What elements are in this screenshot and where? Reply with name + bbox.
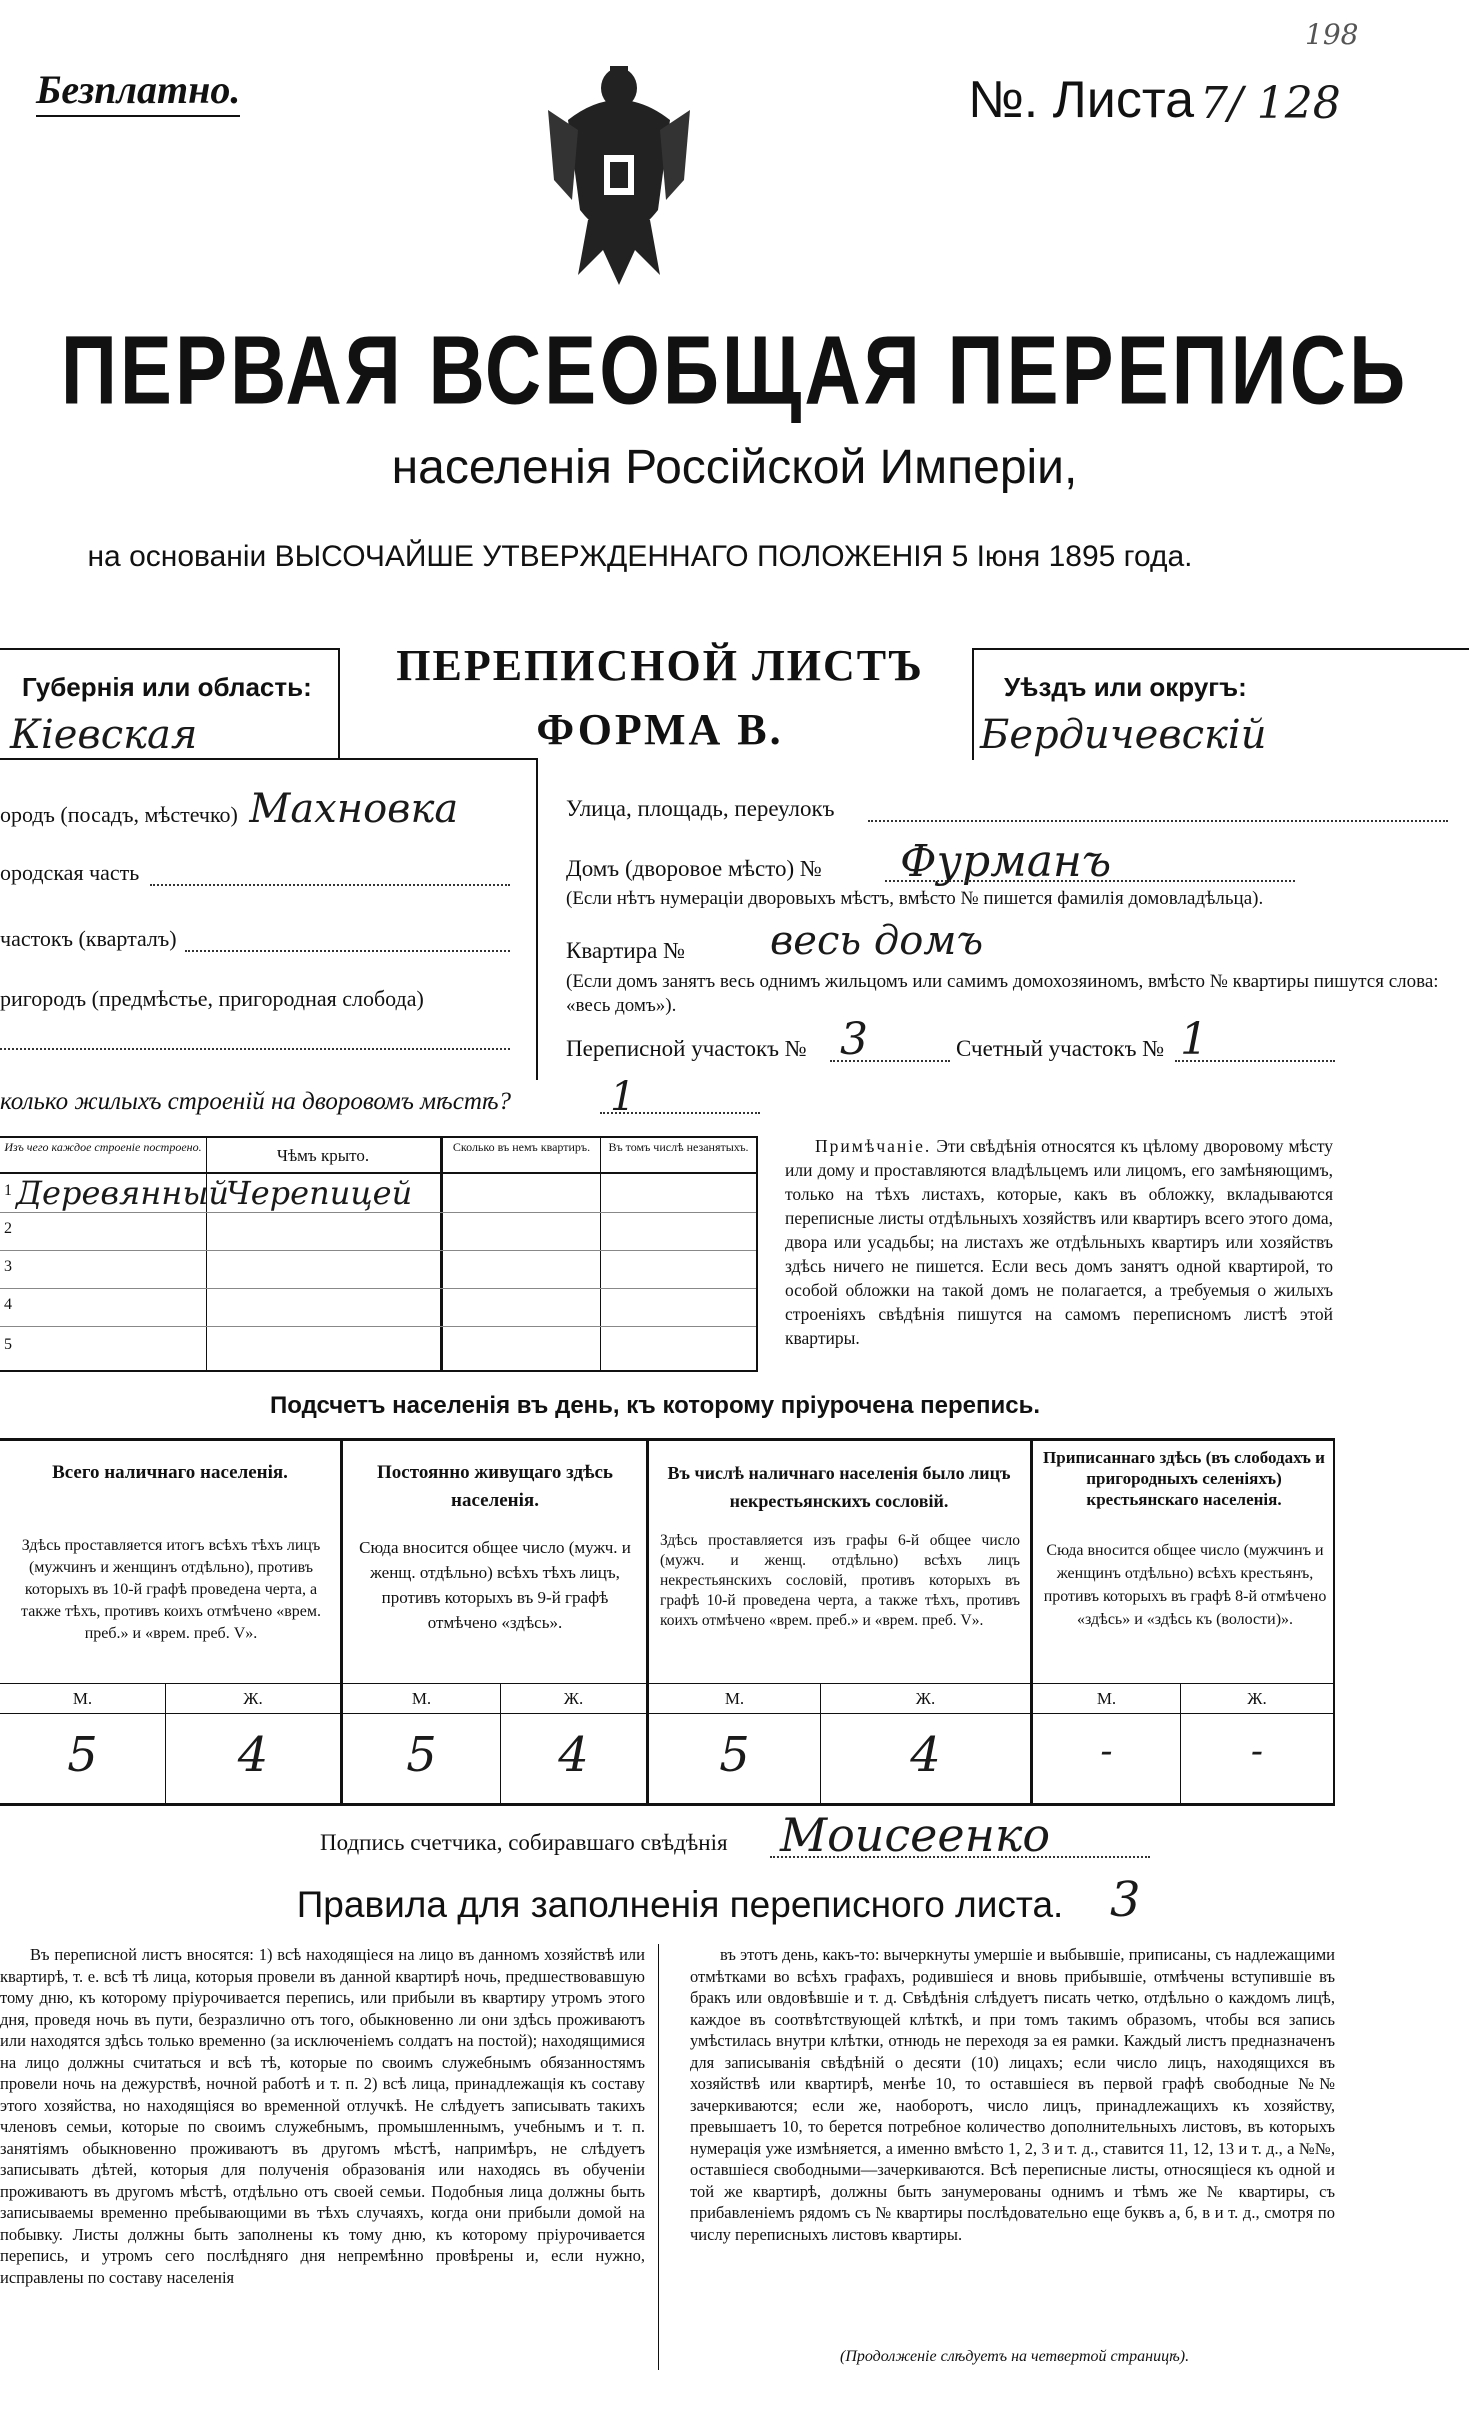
row-material: Деревянный [16,1174,230,1212]
basis-line: на основаніи ВЫСОЧАЙШЕ УТВЕРЖДЕННАГО ПОЛОЖЕНІЯ 5 Іюня 1895 года. [87,540,1193,573]
house-note: (Если нѣтъ нумераціи дворовыхъ мѣстъ, вмѣсто № пишется фамилія домовладѣльца). [566,888,1264,909]
subtitle: населенія Россійской Имперіи, [391,441,1078,494]
tally-head-peasant: Приписаннаго здѣсь (въ слободахъ и пригородныхъ селеніяхъ) крестьянскаго населенія. [1043,1448,1325,1509]
table-row [0,1212,756,1251]
city-field [0,786,520,832]
city-part-label: ородская часть [0,860,140,885]
row-roof: Черепицей [226,1174,413,1212]
house-field [566,856,822,882]
note-block [785,1134,1333,1350]
tally-m-total: 5 [67,1727,98,1783]
rules-title-annotation: 3 [1110,1872,1141,1928]
tally-m-peasant: - [1100,1731,1113,1772]
quarter-label: частокъ (кварталъ) [0,926,177,951]
row-number: 1 [4,1182,12,1199]
tally-title: Подсчетъ населенія въ день, къ которому пріурочена перепись. [270,1392,1040,1419]
table-row [0,1288,756,1327]
table-row [0,1174,756,1213]
tally-f-label-permanent: Ж. [563,1689,584,1708]
tally-desc-non-peasant: Здѣсь проставляется изъ графы 6-й общее число (мужч. и женщ. отдѣльно) всѣхъ лицъ некрестьянскихъ сословій, противъ которыхъ въ графѣ 10-й проведена черта, а также тѣхъ, противъ коихъ отмѣчено «врем. преб.» и «врем. преб. V». [660,1532,1020,1629]
signature-value: Моисеенко [780,1808,1051,1862]
corner-number: 198 [1305,18,1359,51]
city-label: ородъ (посадъ, мѣстечко) [0,802,238,827]
house-value: Фурманъ [900,836,1112,887]
tally-m-permanent: 5 [406,1727,437,1783]
quarter-field [0,926,510,952]
suburb-field [0,986,510,1012]
buildings-question-label: колько жилыхъ строеній на дворовомъ мѣстѣ? [0,1088,512,1115]
tally-f-non-peasant: 4 [910,1727,941,1783]
buildings-header-roof: Чѣмъ крыто. [276,1146,370,1165]
count-area-label: Счетный участокъ № [956,1036,1165,1061]
tally-m-label-total: М. [72,1689,93,1708]
buildings-answer: 1 [610,1074,636,1120]
sheet-number-value: 7/ 128 [1200,78,1341,129]
apartment-note: (Если домъ занятъ весь однимъ жильцомъ или самимъ домохозяиномъ, вмѣсто № квартиры пишутся слова: «весь домъ»). [566,971,1439,1016]
tally-table [0,1438,1335,1806]
row-number: 3 [4,1258,12,1275]
tally-m-label-non-peasant: М. [724,1689,745,1708]
rules-left-column: Въ переписной листъ вносятся: 1) всѣ находящіеся на лицо въ данномъ хозяйствѣ или квартирѣ, т. е. всѣ тѣ лица, которыя провели въ данной квартирѣ ночь, предшествовавшую тому дню, къ которому пріурочивается перепись, или прибыли въ квартиру утромъ этого дня, проведя ночь въ пути, безразлично отъ того, обыкновенно ли они здѣсь проживаютъ или находятся здѣсь только временно (за исключеніемъ солдатъ на постой); находящимися на лицо должны считаться и всѣ тѣ, которые по своимъ служебнымъ обязанностямъ провели ночь на дежурствѣ, ночной работѣ и т. п. 2) всѣ лица, принадлежащія къ составу этого хозяйства, но находящіяся во временной отлучкѣ. Не слѣдуетъ записывать такихъ членовъ семьи, которые по своимъ служебнымъ, промышленнымъ, учебнымъ и т. п. занятіямъ обыкновенно проживаютъ въ другомъ мѣстѣ, напримѣръ, не слѣдуетъ записывать дѣтей, которыя для полученія образованія или находясь въ обученіи проживаютъ въ другомъ мѣстѣ, отдѣльно отъ своей семьи. Подобныя лица должны быть записываемы временно пребывающими въ тѣхъ случаяхъ, когда они прибыли домой на побывку. Листы должны быть заполнены къ тому дню, къ которому пріурочивается перепись, и утромъ сего послѣдняго дня непремѣнно провѣрены и, если нужно, исправлены по составу населенія [0,1945,645,2287]
province-label: Губернія или область: [22,672,312,702]
free-label: Безплатно. [36,66,240,117]
row-number: 2 [4,1220,12,1237]
district-label: Уѣздъ или округъ: [1004,672,1247,702]
sheet-title: ПЕРЕПИСНОЙ ЛИСТЪ [396,641,924,690]
buildings-header-material: Изъ чего каждое строеніе построено. [4,1140,202,1154]
table-row [0,1326,756,1368]
tally-f-permanent: 4 [558,1727,589,1783]
rules-right-column: въ этотъ день, какъ-то: вычеркнуты умершіе и выбывшіе, приписаны, съ надлежащими отмѣтками во всѣхъ графахъ, родившіеся и вновь прибывшіе, отмѣчены вступившіе въ бракъ или овдовѣвшіе и т. д. Свѣдѣнія слѣдуетъ писать четко, отдѣльно о каждомъ лицѣ, каждое въ соотвѣтствующей клѣткѣ, и при томъ такимъ образомъ, чтобы вся запись умѣстилась внутри клѣтки, отнюдь не переходя за ея рамки. Каждый листъ предназначенъ для записыванія свѣдѣній о десяти (10) лицахъ; если число лицъ, находящихся въ хозяйствѣ или квартирѣ, менѣе 10, то оставшіеся въ первой графѣ свободные №№ зачеркиваются; если же, наоборотъ, число лицъ, принадлежащихъ къ хозяйству, превышаетъ 10, то берется потребное количество дополнительныхъ листовъ, въ которыхъ нумерація уже измѣняется, а именно вмѣсто 1, 2, 3 и т. д., ставится 11, 12, 13 и т. д., а №№, оставшіеся свободными—зачеркиваются. Всѣ переписные листы, относящіеся къ одной и той же квартирѣ, должны быть занумерованы однимъ и тѣмъ же № квартиры, съ прибавленіемъ рядомъ съ № квартиры послѣдовательно еще буквъ а, б, в и т. д., смотря по числу переписныхъ листовъ квартиры. [690,1945,1335,2244]
row-number: 4 [4,1296,12,1313]
house-label: Домъ (дворовое мѣсто) № [566,856,822,881]
form-title: ФОРМА В. [536,705,784,754]
city-value: Махновка [249,786,459,832]
table-row [0,1250,756,1289]
apartment-value: весь домъ [770,918,984,964]
tally-head-non-peasant: Въ числѣ наличнаго населенія было лицъ некрестьянскихъ сословій. [667,1463,1011,1511]
rules-continued: (Продолженіе слѣдуетъ на четвертой страницѣ). [840,2348,1190,2365]
buildings-header-vacant: Въ томъ числѣ незанятыхъ. [608,1140,749,1154]
buildings-header-apartments: Сколько въ немъ квартиръ. [452,1140,591,1154]
city-part-field [0,860,510,886]
tally-desc-permanent: Сюда вносится общее число (мужч. и женщ. отдѣльно) всѣхъ тѣхъ лицъ, противъ которыхъ въ 9-й графѣ отмѣчено «здѣсь». [359,1538,631,1632]
tally-head-permanent: Постоянно живущаго здѣсь населенія. [377,1462,613,1511]
tally-desc-total: Здѣсь проставляется итогъ всѣхъ тѣхъ лицъ (мужчинъ и женщинъ отдѣльно), противъ которыхъ въ 10-й графѣ проведена черта, а также тѣхъ, противъ коихъ отмѣчено «врем. преб.» и «врем. преб. V». [21,1537,321,1642]
tally-f-peasant: - [1250,1731,1264,1772]
apartment-label: Квартира № [566,938,686,963]
main-title: ПЕРВАЯ ВСЕОБЩАЯ ПЕРЕПИСЬ [60,314,1409,425]
signature-label: Подпись счетчика, собиравшаго свѣдѣнія [320,1830,728,1855]
apartment-field [566,938,685,964]
sheet-number-label: №. Листа [968,71,1195,129]
suburb-label: ригородъ (предмѣстье, пригородная слобода) [0,986,424,1011]
tally-m-label-permanent: М. [411,1689,432,1708]
coat-of-arms-icon [548,60,690,290]
count-area-value: 1 [1180,1014,1208,1065]
note-heading: Примѣчаніе. [815,1136,932,1156]
tally-f-label-total: Ж. [243,1689,263,1708]
tally-m-non-peasant: 5 [719,1727,750,1783]
census-area-label: Переписной участокъ № [566,1036,807,1061]
buildings-table [0,1136,758,1372]
tally-f-total: 4 [237,1727,269,1783]
tally-m-label-peasant: М. [1096,1689,1117,1708]
tally-head-total: Всего наличнаго населенія. [52,1462,288,1483]
district-value: Бердичевскій [980,712,1267,758]
street-label: Улица, площадь, переулокъ [566,796,835,821]
census-area-field [566,1036,807,1062]
tally-desc-peasant: Сюда вносится общее число (мужчинъ и женщинъ отдѣльно) всѣхъ крестьянъ, противъ которыхъ въ графѣ 8-й отмѣчено «здѣсь» и «здѣсь къ (волости)». [1043,1542,1327,1628]
rules-title: Правила для заполненія переписного листа. [296,1884,1064,1925]
census-area-value: 3 [840,1014,868,1065]
count-area-field [956,1036,1164,1062]
street-field [566,796,835,822]
row-number: 5 [4,1336,12,1353]
buildings-question [0,1088,511,1116]
note-text: Эти свѣдѣнія относятся къ цѣлому дворовому мѣсту или дому и проставляются владѣльцемъ или лицомъ, его замѣняющимъ, только на тѣхъ листахъ, которые, какъ въ обложку, вкладываются переписные листы отдѣльныхъ хозяйствъ или квартиръ всего этого дома, двора или усадьбы; на листахъ же отдѣльныхъ квартиръ или хозяйствъ здѣсь ничего не пишется. Если весь домъ занятъ одной квартирой, то особой обложки на такой домъ не полагается, а требуемыя о жилыхъ строеніяхъ свѣдѣнія пишутся на самомъ переписномъ листѣ этой квартиры. [785,1136,1334,1348]
province-value: Кіевская [10,712,198,758]
tally-f-label-non-peasant: Ж. [915,1689,936,1708]
tally-f-label-peasant: Ж. [1247,1689,1267,1708]
signature-field [320,1830,728,1856]
